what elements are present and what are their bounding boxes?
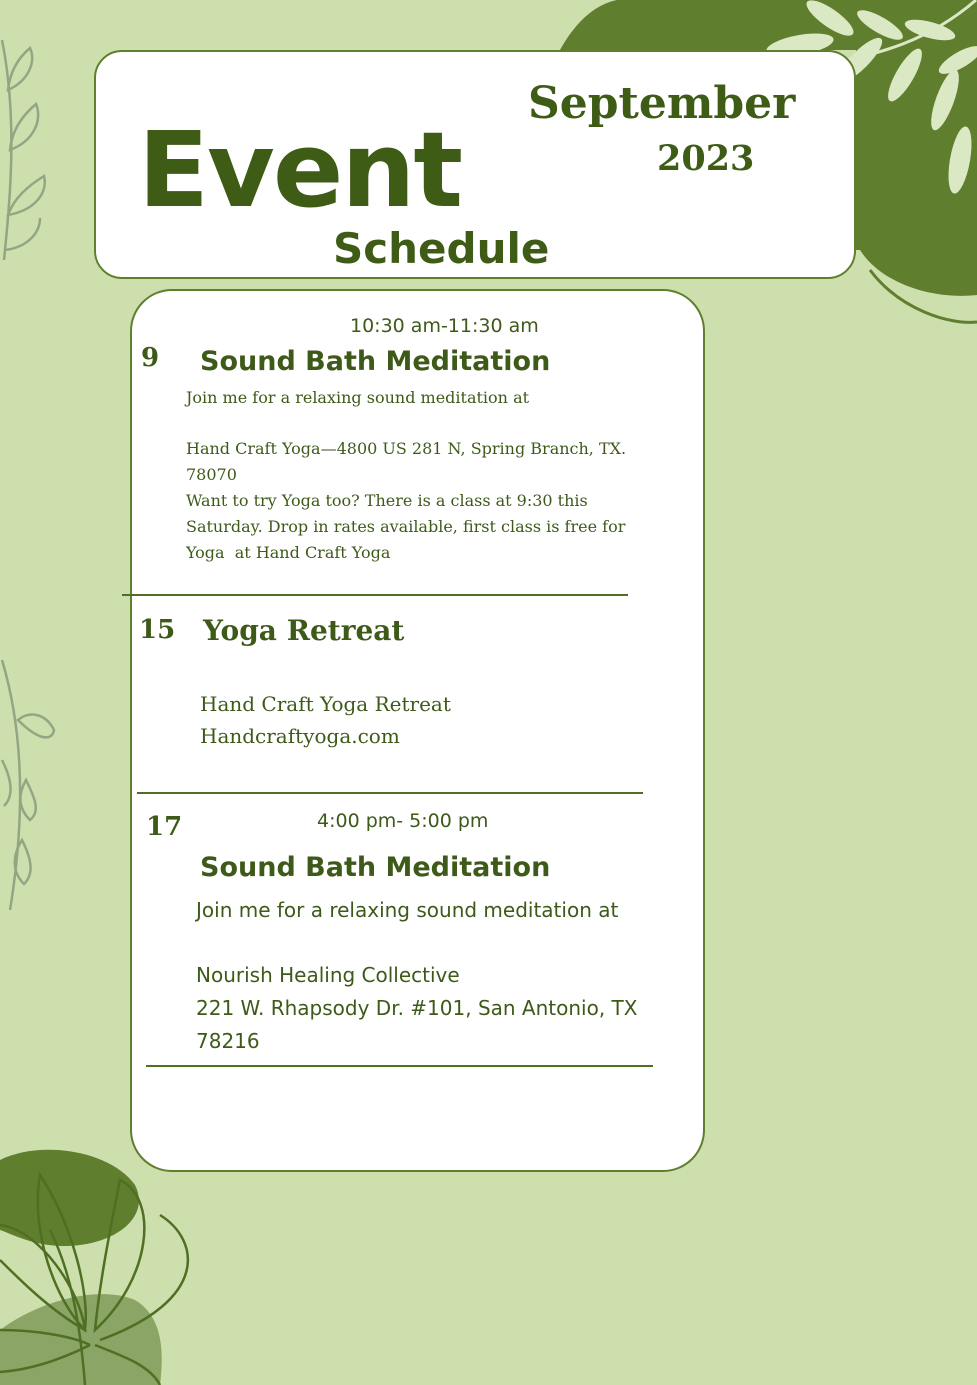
event-address-line: Hand Craft Yoga—4800 US 281 N, Spring Branch, TX. (186, 439, 627, 458)
event-time: 4:00 pm- 5:00 pm (317, 810, 489, 832)
event-address-line: 78070 (186, 465, 237, 484)
event-note-line: Saturday. Drop in rates available, first class is free for (186, 517, 626, 536)
event-intro: Join me for a relaxing sound meditation at (186, 388, 530, 407)
event-website: Handcraftyoga.com (200, 724, 400, 748)
year-label: 2023 (657, 138, 755, 179)
event-venue: Hand Craft Yoga Retreat (200, 692, 451, 716)
divider (122, 594, 628, 596)
page-subtitle: Schedule (333, 224, 550, 273)
event-intro: Join me for a relaxing sound meditation at (196, 898, 619, 922)
month-label: September (528, 78, 796, 129)
event-day: 9 (141, 343, 160, 373)
event-title: Sound Bath Meditation (200, 852, 551, 883)
event-address-line: 221 W. Rhapsody Dr. #101, San Antonio, TX (196, 996, 638, 1020)
event-note-line: Want to try Yoga too? There is a class at 9:30 this (186, 491, 588, 510)
event-address-line: 78216 (196, 1029, 260, 1053)
vine-icon (2, 40, 54, 910)
event-day: 17 (146, 812, 183, 842)
divider (146, 1065, 653, 1067)
divider (137, 792, 643, 794)
event-note-line: Yoga at Hand Craft Yoga (186, 543, 391, 562)
event-day: 15 (139, 615, 176, 645)
event-venue: Nourish Healing Collective (196, 963, 460, 987)
event-title: Sound Bath Meditation (200, 346, 551, 377)
page-title: Event (138, 109, 462, 231)
event-title: Yoga Retreat (203, 614, 405, 647)
event-time: 10:30 am-11:30 am (350, 315, 539, 337)
flower-icon (0, 1150, 188, 1385)
